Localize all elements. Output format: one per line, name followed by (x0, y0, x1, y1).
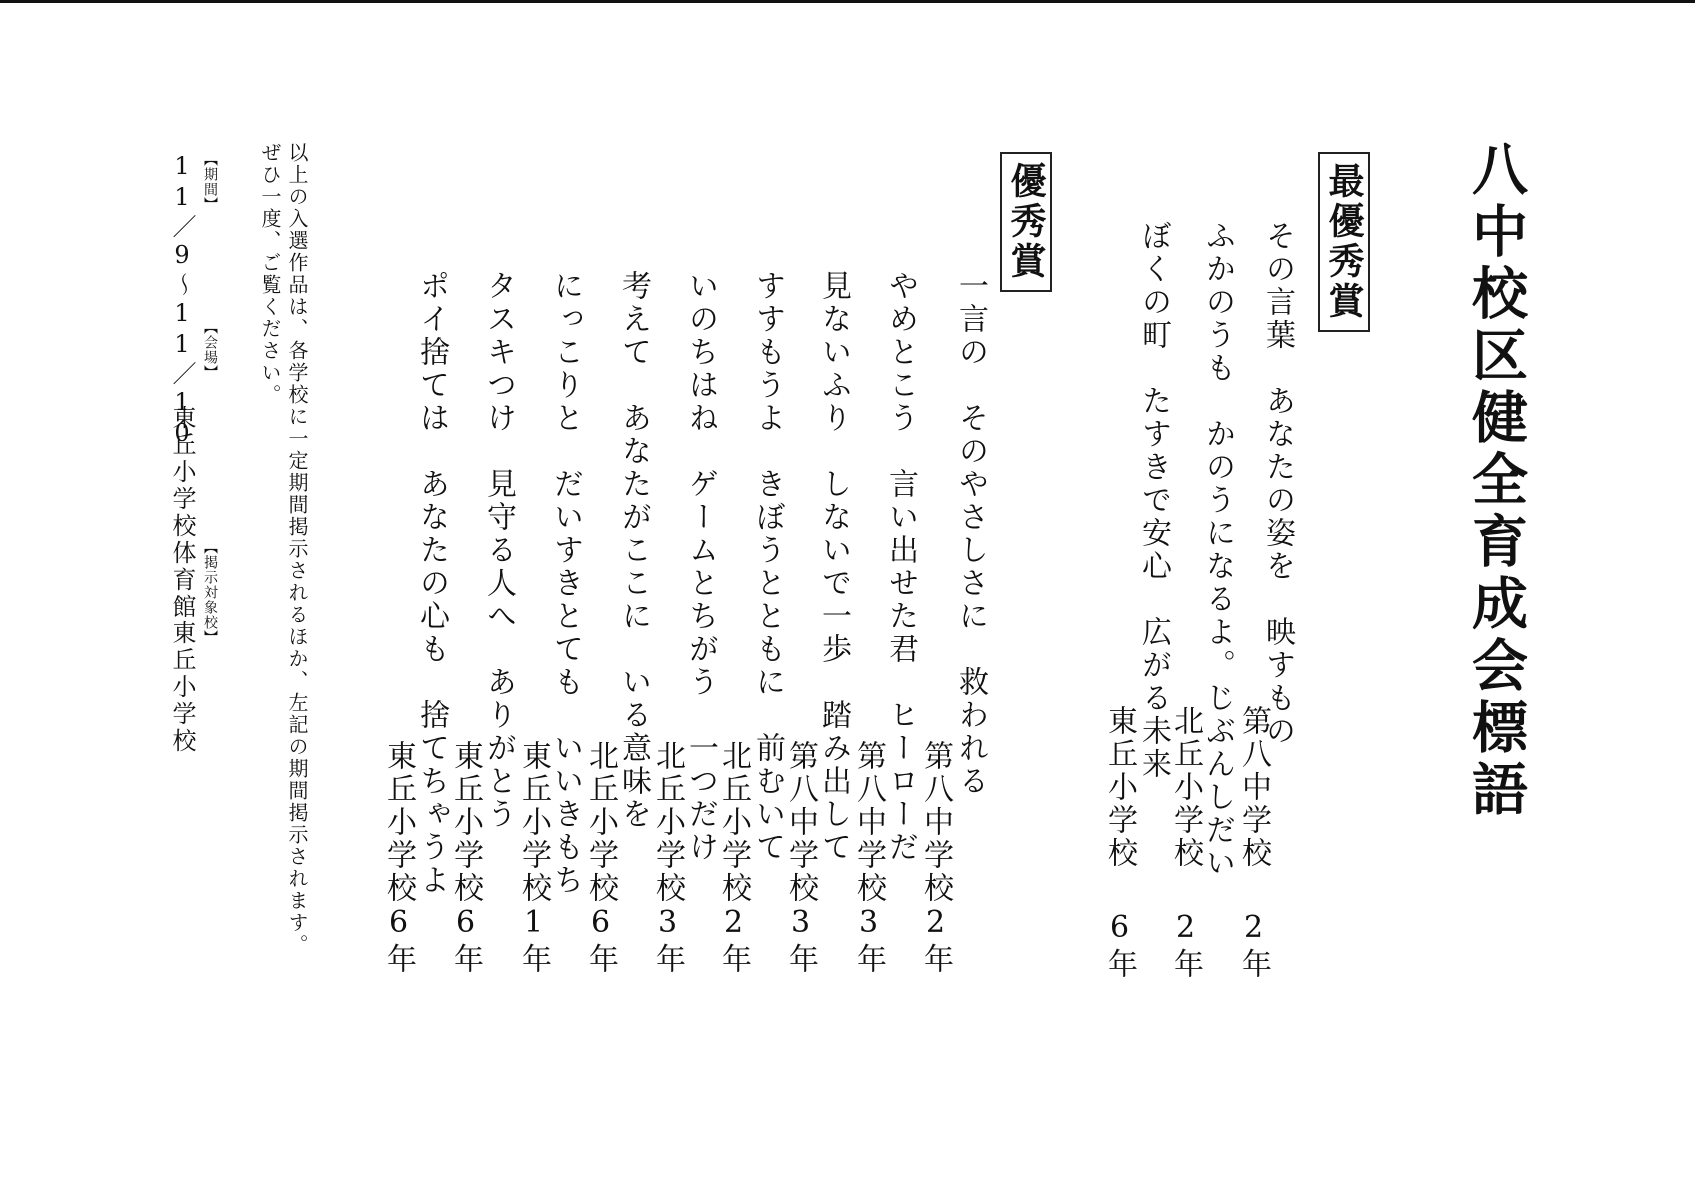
yushu-school-1: 第八中学校 (918, 740, 953, 905)
saiyushu-school-3: 東丘小学校 (1102, 705, 1137, 870)
yushu-grade-7: 1年 (516, 905, 551, 976)
period-value: 11／9～11／10 (168, 152, 196, 450)
saiyushu-slogan-2: ふかのうも かのうになるよ。じぶんしだい (1200, 220, 1235, 880)
saiyushu-slogan-1: その言葉 あなたの姿を 映すもの (1260, 220, 1295, 748)
yushu-grade-2: 3年 (851, 905, 886, 976)
saiyushu-slogan-3: ぼくの町 たすきで安心 広がる未来 (1136, 220, 1171, 781)
yushu-grade-5: 3年 (650, 905, 685, 976)
notice-line-1: 以上の入選作品は、各学校に一定期間掲示されるほか、左記の期間掲示されます。 (285, 142, 309, 956)
yushu-slogan-7: にっこりと だいすきとても いいきもち (548, 270, 583, 897)
saiyushu-school-2: 北丘小学校 (1168, 705, 1203, 870)
page-title: 八中校区健全育成会標語 (1463, 140, 1529, 822)
venue-value: 東丘小学校体育館 (168, 405, 196, 621)
saiyushu-grade-1: 2年 (1236, 910, 1271, 981)
yushu-school-5: 北丘小学校 (650, 740, 685, 905)
award-heading-yushu: 優秀賞 (1000, 152, 1052, 292)
yushu-school-6: 北丘小学校 (583, 740, 618, 905)
yushu-slogan-6: 考えて あなたがここに いる意味を (616, 270, 651, 831)
yushu-grade-1: 2年 (918, 905, 953, 976)
saiyushu-school-1: 第八中学校 (1236, 705, 1271, 870)
yushu-slogan-9: ポイ捨ては あなたの心も 捨てちゃうよ (414, 270, 449, 897)
yushu-grade-3: 3年 (783, 905, 818, 976)
yushu-grade-4: 2年 (716, 905, 751, 976)
yushu-school-3: 第八中学校 (783, 740, 818, 905)
yushu-school-4: 北丘小学校 (716, 740, 751, 905)
yushu-school-9: 東丘小学校 (381, 740, 416, 905)
yushu-slogan-2: やめとこう 言い出せた君 ヒーローだ (883, 270, 918, 864)
yushu-slogan-3: 見ないふり しないで一歩 踏み出して (816, 270, 851, 864)
saiyushu-grade-2: 2年 (1168, 910, 1203, 981)
yushu-school-2: 第八中学校 (851, 740, 886, 905)
yushu-slogan-5: いのちはね ゲームとちがう 一つだけ (683, 270, 718, 864)
top-border (0, 0, 1695, 3)
yushu-slogan-1: 一言の そのやさしさに 救われる (953, 270, 988, 798)
yushu-grade-9: 6年 (381, 905, 416, 976)
target-value: 東丘小学校 (168, 620, 196, 755)
period-label: 【期間】 (202, 152, 218, 212)
yushu-slogan-4: すすもうよ きぼうとともに 前むいて (750, 270, 785, 864)
award-heading-saiyushu: 最優秀賞 (1318, 152, 1370, 332)
saiyushu-grade-3: 6年 (1102, 910, 1137, 981)
target-label: 【掲示対象校】 (202, 540, 218, 645)
yushu-grade-6: 6年 (583, 905, 618, 976)
notice-line-2: ぜひ一度、ご覧ください。 (258, 142, 282, 406)
venue-label: 【会場】 (202, 320, 218, 380)
yushu-grade-8: 6年 (448, 905, 483, 976)
yushu-school-8: 東丘小学校 (448, 740, 483, 905)
yushu-slogan-8: タスキつけ 見守る人へ ありがとう (481, 270, 516, 831)
yushu-school-7: 東丘小学校 (516, 740, 551, 905)
